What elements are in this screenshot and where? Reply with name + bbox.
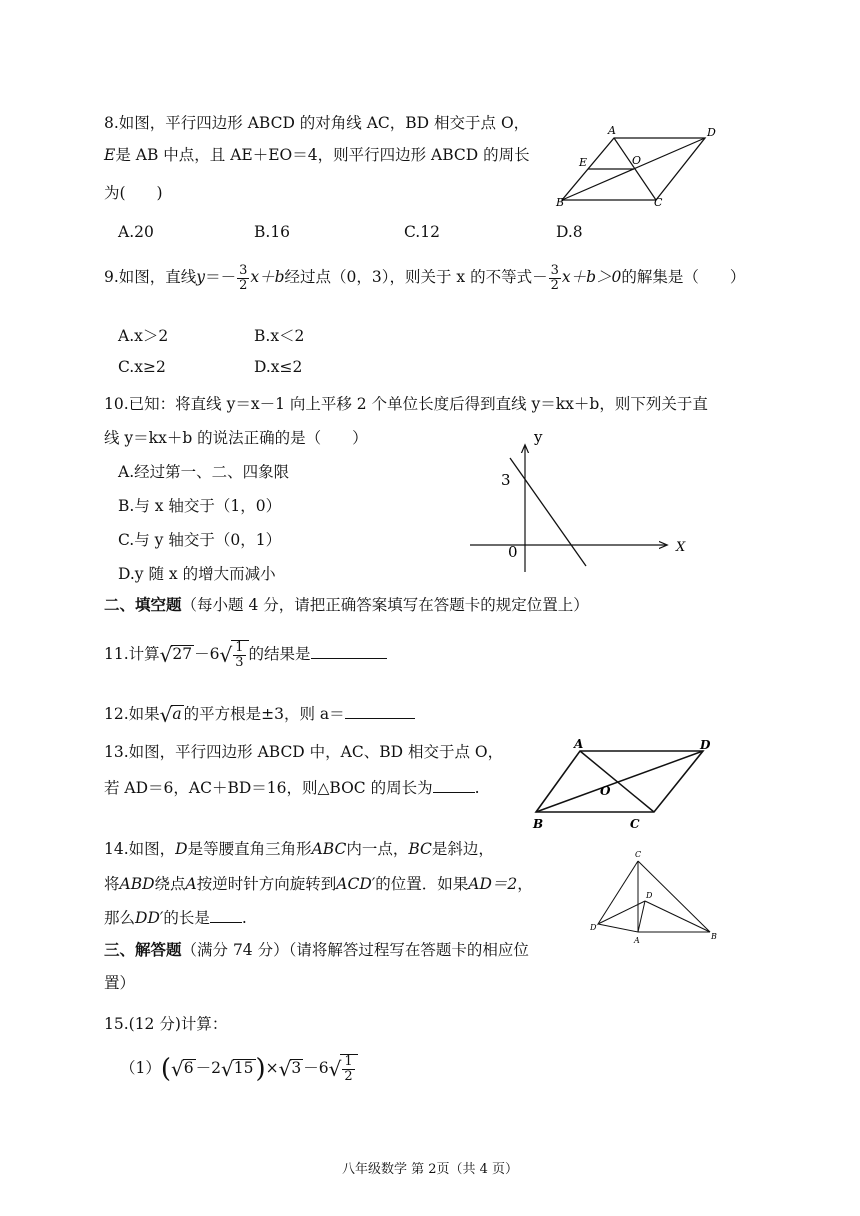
q8-label-e: E bbox=[579, 156, 588, 169]
q14-l1c: 是等腰直角三角形 bbox=[187, 840, 312, 858]
q14-l1a: 14.如图， bbox=[104, 840, 176, 858]
q9-option-c: C.x≥2 bbox=[118, 358, 166, 376]
q9-ineq-rest: x＋b＞0 bbox=[561, 268, 622, 287]
q15-close-paren: ) bbox=[255, 1054, 266, 1085]
q12-radicand: a bbox=[172, 705, 182, 723]
q15-part-label: （1） bbox=[120, 1059, 161, 1078]
q15-times: × bbox=[265, 1059, 279, 1078]
q14-label-b: B bbox=[711, 932, 717, 941]
q14-label-d: D bbox=[646, 891, 653, 900]
q14-l3b: DD′ bbox=[135, 909, 164, 927]
q11-fraction bbox=[233, 641, 245, 669]
q15-sqrt-icon-3: √ bbox=[278, 1057, 292, 1082]
q8-option-b: B.16 bbox=[254, 223, 291, 241]
q15-radicand-1: 6 bbox=[183, 1059, 194, 1078]
q13-label-d: D bbox=[700, 738, 711, 752]
q10-option-d: D.y 随 x 的增大而减小 bbox=[118, 565, 276, 583]
q14-l2f: ACD′ bbox=[336, 875, 376, 893]
q15-radicand-frac bbox=[340, 1054, 357, 1083]
q8-line2-text: 是 AB 中点，且 AE＋EO＝4，则平行四边形 ABCD 的周长 bbox=[115, 146, 530, 164]
q14-label-a: A bbox=[634, 936, 640, 945]
q8-option-c: C.12 bbox=[404, 223, 440, 241]
q13-label-o: O bbox=[600, 784, 611, 798]
q14-l2i: ， bbox=[517, 875, 533, 893]
q9-option-d: D.x≤2 bbox=[254, 358, 303, 376]
q11-frac-num: 1 bbox=[235, 640, 244, 655]
q14-l1g: 是斜边， bbox=[431, 840, 494, 858]
q14-l2h: AD＝2 bbox=[468, 875, 518, 893]
q9-frac1-den: 2 bbox=[239, 277, 248, 293]
q13-label-c: C bbox=[630, 817, 640, 831]
q14-l1b: D bbox=[175, 840, 188, 858]
q15-sqrt-icon-2: √ bbox=[221, 1057, 234, 1082]
q12-answer-blank bbox=[345, 704, 415, 719]
q14-l1f: BC bbox=[408, 840, 432, 858]
q9-fraction-1 bbox=[237, 264, 249, 292]
q9-frac2-den: 2 bbox=[550, 277, 559, 293]
q9-option-a: A.x＞2 bbox=[118, 327, 169, 345]
q12-prefix: 12.如果 bbox=[104, 705, 160, 723]
page-footer: 八年级数学 第 2页（共 4 页） bbox=[341, 1162, 519, 1177]
q9-y: y bbox=[196, 268, 206, 287]
q14-answer-blank bbox=[210, 908, 242, 923]
q9-line-graph bbox=[470, 424, 700, 574]
q12-line bbox=[104, 702, 415, 727]
q11-sqrt-icon-2: √ bbox=[219, 643, 233, 668]
q14-l2b: ABD bbox=[119, 875, 155, 893]
q14-line2 bbox=[104, 872, 533, 894]
q14-label-dprime: D′ bbox=[590, 923, 599, 932]
q15-radicand-2: 15 bbox=[233, 1059, 254, 1078]
section-3-note-cont: 置） bbox=[104, 974, 136, 992]
q14-label-c: C bbox=[635, 850, 642, 859]
q14-l2a: 将 bbox=[104, 875, 120, 893]
q9-middle: 经过点（0，3），则关于 x 的不等式－ bbox=[284, 268, 548, 287]
q9-fraction-2 bbox=[549, 264, 561, 292]
graph-origin-0: 0 bbox=[508, 543, 518, 561]
q8-line2 bbox=[104, 143, 530, 165]
q9-line bbox=[104, 264, 745, 292]
section-2-title: 二、填空题 bbox=[104, 595, 182, 614]
q14-line3 bbox=[104, 906, 247, 928]
section-3-heading bbox=[104, 938, 529, 960]
q8-line3: 为( ) bbox=[104, 184, 163, 202]
q13-line2 bbox=[104, 776, 480, 798]
q9-frac2-num: 3 bbox=[550, 263, 559, 278]
q13-label-b: B bbox=[533, 817, 544, 831]
q10-line2: 线 y＝kx＋b 的说法正确的是（ ） bbox=[104, 429, 368, 447]
q13-parallelogram-figure bbox=[530, 736, 720, 832]
q14-l1d: ABC bbox=[311, 840, 347, 858]
q10-line1: 10.已知：将直线 y＝x－1 向上平移 2 个单位长度后得到直线 y＝kx＋b，则下列关于直 bbox=[104, 395, 708, 413]
q11-radicand-frac bbox=[231, 640, 248, 669]
q8-label-o: O bbox=[632, 154, 642, 167]
q15-sqrt-icon-1: √ bbox=[171, 1057, 184, 1082]
q14-l3c: 的长是 bbox=[163, 909, 210, 927]
q11-answer-blank bbox=[311, 644, 387, 659]
graph-tick-3: 3 bbox=[501, 471, 511, 489]
q13-answer-blank bbox=[433, 778, 475, 793]
q11-suffix: 的结果是 bbox=[248, 645, 311, 664]
q12-sqrt-icon: √ bbox=[159, 703, 173, 727]
q14-l1e: 内一点， bbox=[346, 840, 409, 858]
q10-option-a: A.经过第一、二、四象限 bbox=[118, 463, 290, 481]
q14-l3a: 那么 bbox=[104, 909, 136, 927]
q14-l2c: 绕点 bbox=[154, 875, 186, 893]
q11-frac-den: 3 bbox=[235, 654, 244, 670]
graph-x-label: X bbox=[676, 540, 686, 555]
q9-eq: ＝－ bbox=[205, 268, 237, 287]
q8-line1: 8.如图，平行四边形 ABCD 的对角线 AC，BD 相交于点 O， bbox=[104, 114, 530, 132]
q13-label-a: A bbox=[574, 737, 584, 751]
q9-option-b: B.x＜2 bbox=[254, 327, 305, 345]
q15-part1 bbox=[120, 1054, 358, 1084]
q10-option-c: C.与 y 轴交于（0，1） bbox=[118, 531, 282, 549]
q11-minus: －6 bbox=[194, 645, 220, 664]
q9-suffix: 的解集是（ ） bbox=[621, 268, 746, 287]
q8-label-a: A bbox=[608, 124, 616, 137]
q14-l2e: 按逆时针方向旋转到 bbox=[196, 875, 337, 893]
q15-minus6: －6 bbox=[303, 1059, 329, 1078]
section-2-note: （每小题 4 分，请把正确答案填写在答题卡的规定位置上） bbox=[181, 596, 589, 614]
q8-option-d: D.8 bbox=[556, 223, 583, 241]
q15-frac-num: 1 bbox=[344, 1054, 353, 1069]
q8-label-d: D bbox=[707, 126, 716, 139]
q13-line2-text: 若 AD＝6，AC＋BD＝16，则△BOC 的周长为 bbox=[104, 779, 433, 797]
q14-line1 bbox=[104, 837, 494, 859]
section-3-title: 三、解答题 bbox=[104, 940, 182, 959]
q8-label-c: C bbox=[654, 196, 663, 209]
q9-eq-rest: x＋b bbox=[250, 268, 285, 287]
q14-l2g: 的位置．如果 bbox=[375, 875, 469, 893]
q14-l3end: . bbox=[241, 909, 247, 927]
q12-suffix: 的平方根是±3，则 a＝ bbox=[183, 705, 345, 723]
q15-title: 15.(12 分)计算： bbox=[104, 1015, 228, 1033]
q8-label-b: B bbox=[556, 196, 565, 209]
q13-line1: 13.如图，平行四边形 ABCD 中，AC、BD 相交于点 O， bbox=[104, 743, 504, 761]
section-3-note: （满分 74 分）（请将解答过程写在答题卡的相应位 bbox=[181, 941, 529, 959]
q11-radicand-1: 27 bbox=[172, 645, 193, 664]
section-2-heading bbox=[104, 593, 589, 615]
q13-period: . bbox=[474, 779, 480, 797]
q8-var-e: E bbox=[104, 146, 116, 164]
q14-l2d: A bbox=[185, 875, 197, 893]
q8-parallelogram-figure bbox=[550, 120, 730, 210]
q14-triangle-figure bbox=[590, 846, 730, 950]
q9-prefix: 9.如图，直线 bbox=[104, 268, 197, 287]
q11-line bbox=[104, 640, 387, 669]
q15-minus2: －2 bbox=[195, 1059, 222, 1078]
q8-option-a: A.20 bbox=[118, 223, 154, 241]
graph-y-label: y bbox=[534, 428, 543, 446]
q15-radicand-3: 3 bbox=[291, 1059, 302, 1078]
q15-fraction bbox=[342, 1055, 354, 1083]
q11-prefix: 11.计算 bbox=[104, 645, 160, 664]
q11-sqrt-icon: √ bbox=[159, 643, 173, 668]
q15-open-paren: ( bbox=[160, 1054, 172, 1085]
q15-sqrt-icon-4: √ bbox=[328, 1057, 342, 1082]
q9-frac1-num: 3 bbox=[239, 263, 248, 278]
q15-frac-den: 2 bbox=[344, 1068, 353, 1084]
q10-option-b: B.与 x 轴交于（1，0） bbox=[118, 497, 282, 515]
